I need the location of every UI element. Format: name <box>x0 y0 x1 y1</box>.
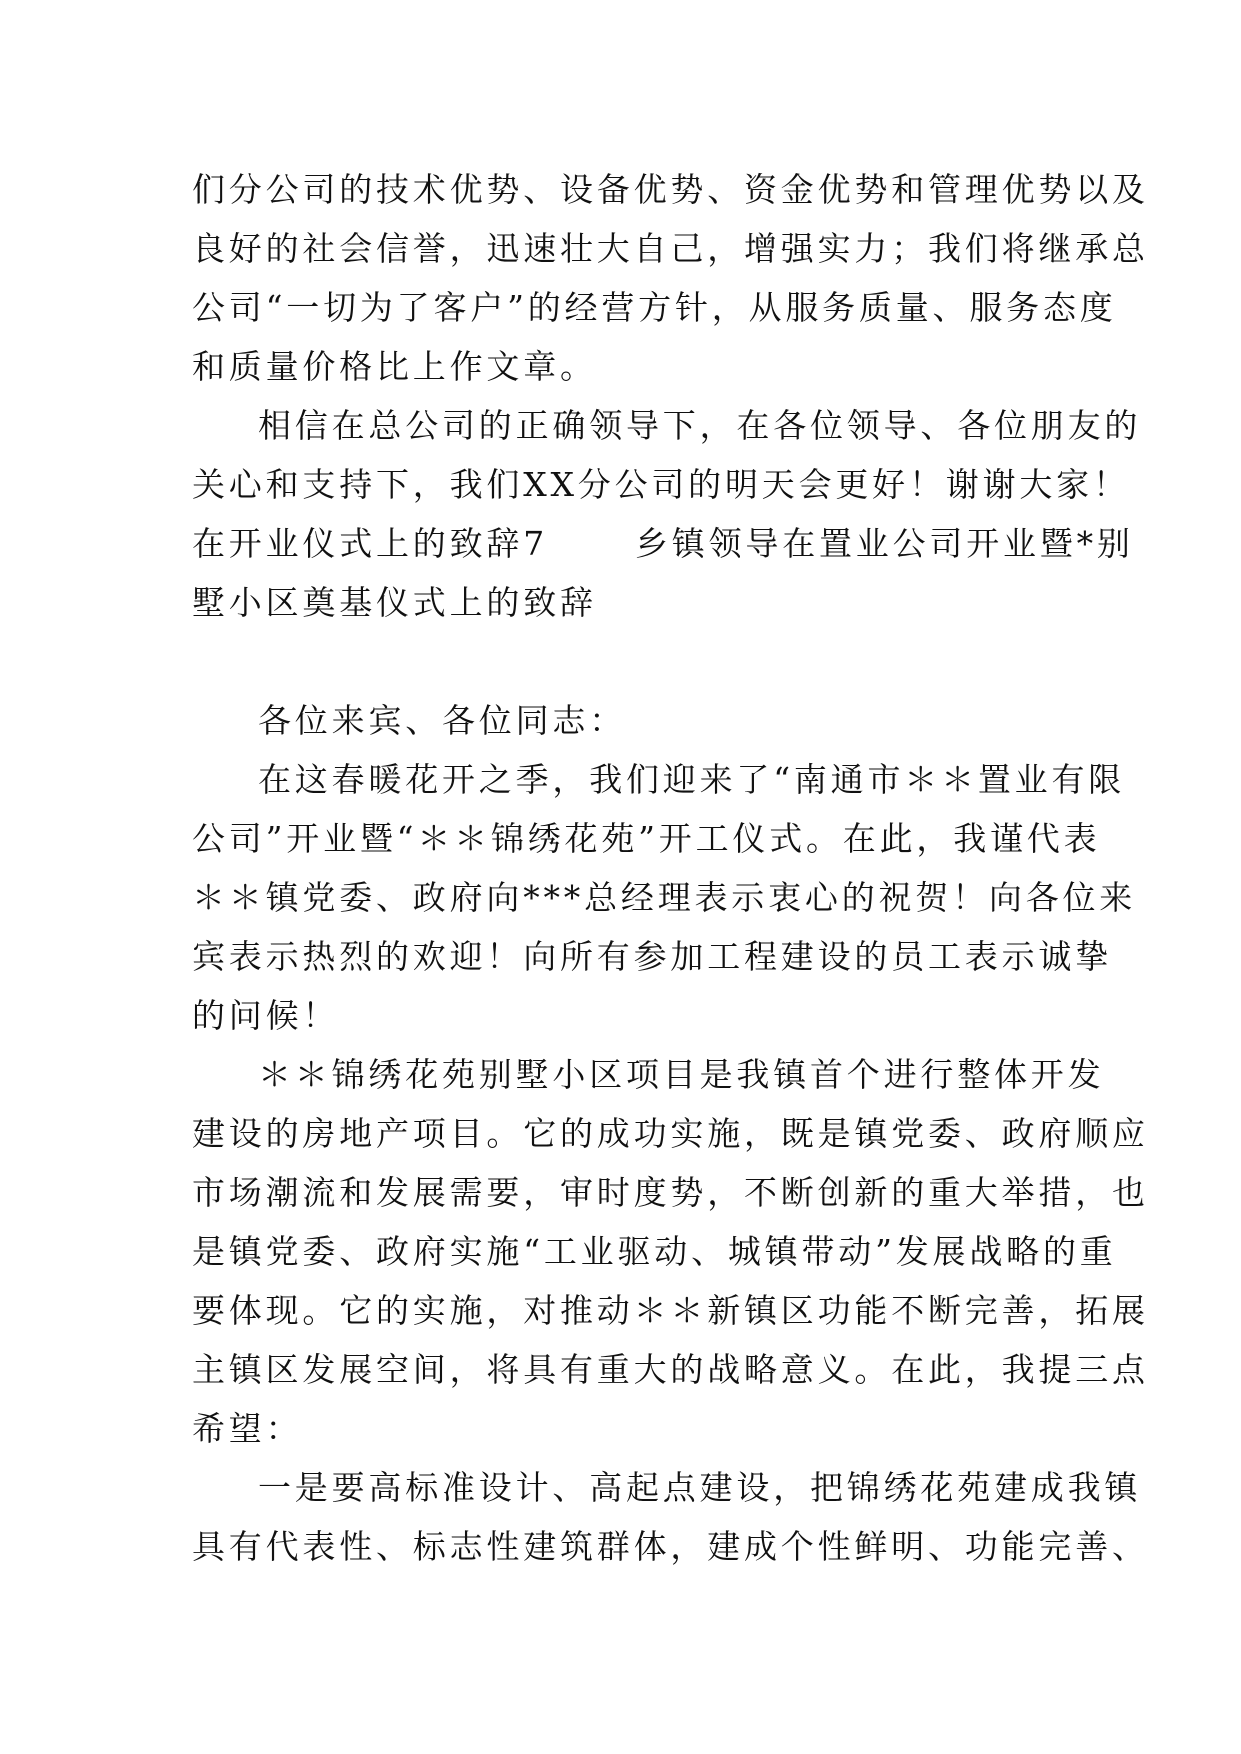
text-line: 主镇区发展空间，将具有重大的战略意义。在此，我提三点 <box>192 1350 1149 1389</box>
heading-title-continuation: 墅小区奠基仪式上的致辞 <box>192 583 597 622</box>
blank-line <box>192 632 1062 691</box>
paragraph-project <box>192 1045 1149 1458</box>
text-line: 相信在总公司的正确领导下，在各位领导、各位朋友的 <box>258 406 1142 445</box>
paragraph-continuation <box>192 160 1149 396</box>
text-line: 希望： <box>192 1409 303 1448</box>
text-line: 是镇党委、政府实施“工业驱动、城镇带动”发展战略的重 <box>192 1232 1117 1271</box>
text-line: 关心和支持下，我们XX分公司的明天会更好！谢谢大家！ <box>192 465 1130 504</box>
text-line: 良好的社会信誉，迅速壮大自己，增强实力；我们将继承总 <box>192 229 1149 268</box>
text-line: 和质量价格比上作文章。 <box>192 347 597 386</box>
text-line: 们分公司的技术优势、设备优势、资金优势和管理优势以及 <box>192 170 1149 209</box>
text-line: 具有代表性、标志性建筑群体，建成个性鲜明、功能完善、 <box>192 1527 1149 1566</box>
text-line: 公司“一切为了客户”的经营方针，从服务质量、服务态度 <box>192 288 1117 327</box>
text-line: ＊＊镇党委、政府向***总经理表示衷心的祝贺！向各位来 <box>192 878 1137 917</box>
text-line: 一是要高标准设计、高起点建设，把锦绣花苑建成我镇 <box>258 1468 1142 1507</box>
heading-prefix: 在开业仪式上的致辞7 <box>192 524 548 563</box>
text-line: 在这春暖花开之季，我们迎来了“南通市＊＊置业有限 <box>258 760 1126 799</box>
salutation: 各位来宾、各位同志： <box>258 701 626 740</box>
heading-title: 乡镇领导在置业公司开业暨*别 <box>635 524 1134 563</box>
text-line: ＊＊锦绣花苑别墅小区项目是我镇首个进行整体开发 <box>258 1055 1105 1094</box>
text-line: 建设的房地产项目。它的成功实施，既是镇党委、政府顺应 <box>192 1114 1149 1153</box>
paragraph-hope-one <box>192 1458 1149 1576</box>
heading-line <box>192 514 1134 573</box>
document-body <box>192 160 1149 1576</box>
text-line: 宾表示热烈的欢迎！向所有参加工程建设的员工表示诚挚 <box>192 937 1112 976</box>
paragraph-greeting <box>192 750 1137 1045</box>
text-line: 要体现。它的实施，对推动＊＊新镇区功能不断完善，拓展 <box>192 1291 1149 1330</box>
speech-heading <box>192 514 1134 632</box>
text-line: 市场潮流和发展需要，审时度势，不断创新的重大举措，也 <box>192 1173 1149 1212</box>
text-line: 的问候！ <box>192 996 340 1035</box>
paragraph-closing <box>192 396 1142 514</box>
text-line: 公司”开业暨“＊＊锦绣花苑”开工仪式。在此，我谨代表 <box>192 819 1101 858</box>
